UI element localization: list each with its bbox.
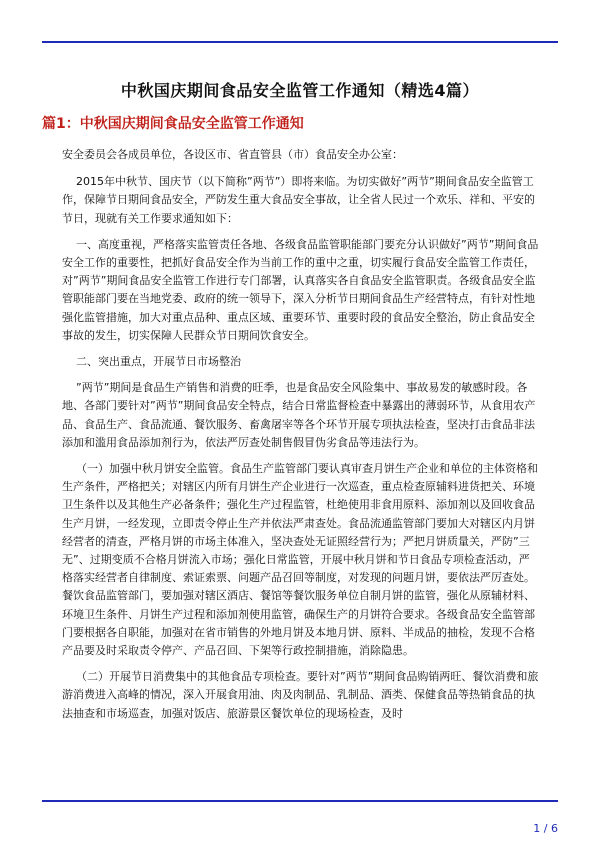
- page-indicator: 1 / 6: [533, 822, 558, 835]
- paragraph-other-foods: （二）开展节日消费集中的其他食品专项检查。要针对”两节”期间食品购销两旺、餐饮消费和旅游消费进入高峰的情况，深入开展食用油、肉及肉制品、乳制品、酒类、保健食品等热销食品的执法抽查和市场巡查，加强对饭店、旅游景区餐饮单位的现场检查，及时: [62, 670, 539, 720]
- section-heading: 篇1：中秋国庆期间食品安全监管工作通知: [42, 116, 304, 132]
- header-rule: [42, 41, 558, 43]
- paragraph-mooncake: （一）加强中秋月饼安全监管。食品生产监管部门要认真审查月饼生产企业和单位的主体资格和生产条件，严格把关；对辖区内所有月饼生产企业进行一次巡查，重点检查原辅料进货把关、环境卫生条件以及其他生产必备条件；强化生产过程监管，杜绝使用非食用原料、添加剂以及回收食品生产月饼，一经发现，立即责令停止生产并依法严肃查处。食品流通监管部门要加大对辖区内月饼经营者的清查，严格月饼的市场主体准入，坚决查处无证照经营行为；严把月饼质量关，严防”三无”、过期变质不合格月饼流入市场；强化日常监管，开展中秋月饼和节日食品专项检查活动，严格落实经营者自律制度、索证索票、问题产品召回等制度，对发现的问题月饼，要依法严厉查处。餐饮食品监管部门，要加强对辖区酒店、餐馆等餐饮服务单位自制月饼的监管，强化从原辅材料、环境卫生条件、月饼生产过程和添加剂使用监管，确保生产的月饼符合要求。各级食品安全监管部门要根据各自职能，加强对在省市销售的外地月饼及本地月饼、原料、半成品的抽检，发现不合格产品要及时采取责令停产、产品召回、下架等行政控制措施，消除隐患。: [62, 462, 538, 658]
- paragraph-section-two: ”两节”期间是食品生产销售和消费的旺季，也是食品安全风险集中、事故易发的敏感时段。各地、各部门要针对”两节”期间食品安全特点，结合日常监督检查中暴露出的薄弱环节，从食用农产品、食品生产、食品流通、餐饮服务、畜禽屠宰等各个环节开展专项执法检查，坚决打击食品非法添加和滥用食品添加剂行为，依法严厉查处制售假冒伪劣食品等违法行为。: [62, 381, 536, 449]
- paragraph-section-two-heading: 二、突出重点，开展节日市场整治: [62, 355, 241, 369]
- paragraph-section-one: 一、高度重视，严格落实监管责任各地、各级食品监管职能部门要充分认识做好”两节”期间食品安全工作的重要性，把抓好食品安全作为当前工作的重中之重，切实履行食品安全监管工作责任，对”两节”期间食品安全监管工作进行专门部署，认真落实各自食品安全监管职责。各级食品安全监管职能部门要在当地党委、政府的统一领导下，深入分析节日期间食品生产经营特点，有针对性地强化监管措施，加大对重点品种、重点区域、重要环节、重要时段的食品安全整治，防止食品安全事故的发生，切实保障人民群众节日期间饮食安全。: [62, 237, 539, 342]
- paragraph-intro: 2015年中秋节、国庆节（以下简称”两节”）即将来临。为切实做好”两节”期间食品安全监管工作，保障节日期间食品安全，严防发生重大食品安全事故，让全省人民过一个欢乐、祥和、平安的节日，现就有关工作要求通知如下：: [62, 175, 535, 225]
- document-body: [62, 146, 540, 723]
- paragraph-salutation: 安全委员会各成员单位，各设区市、省直管县（市）食品安全办公室：: [62, 148, 403, 161]
- footer-rule: [42, 800, 558, 802]
- document-title: 中秋国庆期间食品安全监管工作通知（精选4篇）: [120, 81, 480, 100]
